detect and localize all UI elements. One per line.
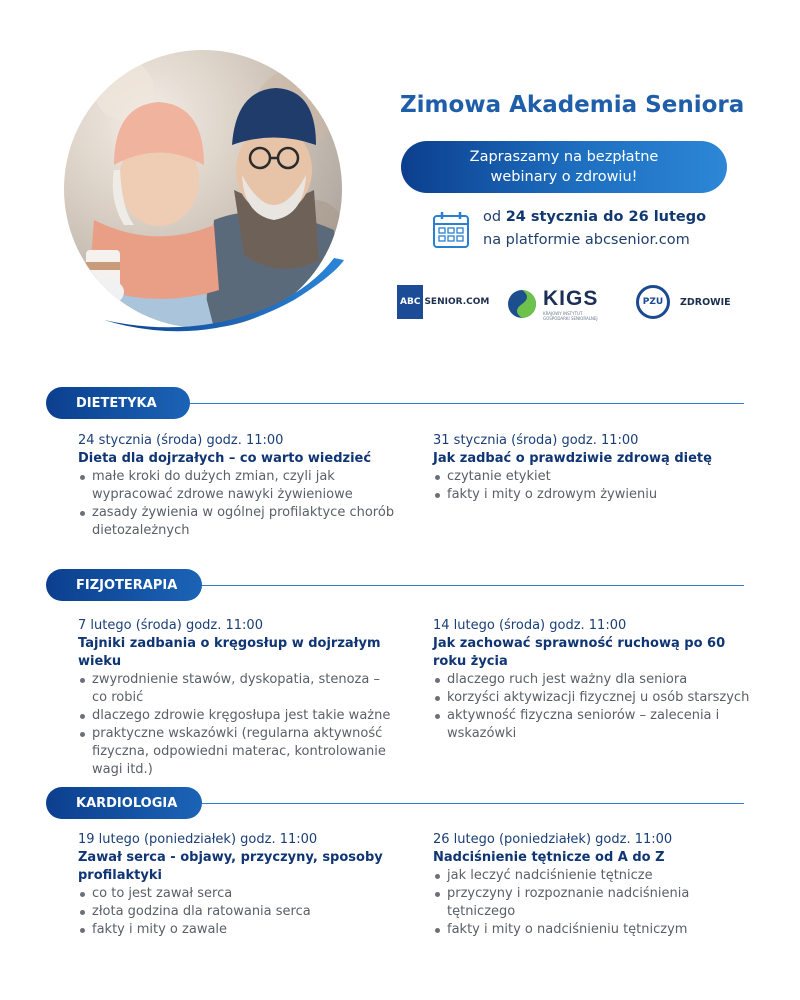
kigs-logo-subtitle: KRAJOWY INSTYTUT GOSPODARKI SENIORALNEJ — [543, 311, 598, 321]
event-date: 24 stycznia (środa) godz. 11:00 — [78, 433, 284, 448]
calendar-icon — [432, 211, 470, 249]
event-title: Jak zadbać o prawdziwie zdrową dietę — [433, 451, 712, 466]
list-item: fakty i mity o nadciśnieniu tętniczym — [433, 921, 753, 939]
event-date: 7 lutego (środa) godz. 11:00 — [78, 618, 263, 633]
kigs-emblem-icon — [507, 289, 537, 319]
event-card — [78, 432, 398, 540]
event-title: Nadciśnienie tętnicze od A do Z — [433, 850, 665, 865]
abcsenior-logo-text: SENIOR.COM — [424, 297, 490, 307]
abcsenior-logo — [397, 285, 490, 319]
event-title: Tajniki zadbania o kręgosłup w dojrzałym wieku — [78, 636, 381, 669]
list-item: korzyści aktywizacji fizycznej u osób starszych — [433, 689, 753, 707]
event-title: Jak zachować sprawność ruchową po 60 roku życia — [433, 636, 726, 669]
date-range: 24 stycznia do 26 lutego — [505, 209, 707, 225]
section-divider — [180, 585, 744, 586]
event-topics — [433, 468, 753, 504]
list-item: fakty i mity o zdrowym żywieniu — [433, 486, 753, 504]
list-item: złota godzina dla ratowania serca — [78, 903, 398, 921]
section-header-fizjoterapia: FIZJOTERAPIA — [46, 569, 202, 601]
decorative-arc — [64, 50, 354, 340]
section-divider — [180, 403, 744, 404]
event-topics — [433, 671, 753, 743]
list-item: aktywność fizyczna seniorów – zalecenia i wskazówki — [433, 707, 753, 743]
pzu-logo-text: ZDROWIE — [680, 297, 731, 308]
section-header-kardiologia: KARDIOLOGIA — [46, 787, 202, 819]
event-card — [78, 831, 398, 939]
event-card — [433, 432, 753, 504]
event-date: 14 lutego (środa) godz. 11:00 — [433, 618, 627, 633]
list-item: czytanie etykiet — [433, 468, 753, 486]
date-prefix: od — [483, 209, 506, 225]
invite-banner — [401, 141, 727, 193]
list-item: praktyczne wskazówki (regularna aktywność fizyczna, odpowiedni materac, kontrolowanie wagi itd.) — [78, 725, 398, 779]
page-title: Zimowa Akademia Seniora — [400, 92, 745, 118]
hero-photo — [64, 50, 354, 340]
event-topics — [78, 468, 398, 540]
list-item: fakty i mity o zawale — [78, 921, 398, 939]
event-card — [78, 617, 398, 779]
list-item: zwyrodnienie stawów, dyskopatia, stenoza – co robić — [78, 671, 398, 707]
event-topics — [433, 867, 753, 939]
pzu-emblem: PZU — [636, 285, 670, 319]
event-topics — [78, 885, 398, 939]
list-item: przyczyny i rozpoznanie nadciśnienia tętniczego — [433, 885, 753, 921]
event-title: Zawał serca - objawy, przyczyny, sposoby profilaktyki — [78, 850, 383, 883]
event-date: 19 lutego (poniedziałek) godz. 11:00 — [78, 832, 318, 847]
kigs-logo — [507, 287, 607, 323]
event-card — [433, 617, 753, 743]
platform-line: na platformie abcsenior.com — [483, 232, 690, 248]
kigs-logo-text: KIGS — [543, 287, 599, 310]
list-item: co to jest zawał serca — [78, 885, 398, 903]
list-item: małe kroki do dużych zmian, czyli jak wypracować zdrowe nawyki żywieniowe — [78, 468, 398, 504]
list-item: zasady żywienia w ogólnej profilaktyce chorób dietozależnych — [78, 504, 398, 540]
event-date: 31 stycznia (środa) godz. 11:00 — [433, 433, 639, 448]
event-card — [433, 831, 753, 939]
section-divider — [180, 803, 744, 804]
event-date: 26 lutego (poniedziałek) godz. 11:00 — [433, 832, 673, 847]
list-item: dlaczego ruch jest ważny dla seniora — [433, 671, 753, 689]
section-header-dietetyka: DIETETYKA — [46, 387, 190, 419]
invite-text: Zapraszamy na bezpłatne webinary o zdrowiu! — [469, 149, 659, 185]
list-item: dlaczego zdrowie kręgosłupa jest takie ważne — [78, 707, 398, 725]
abcsenior-logo-box: ABC — [397, 285, 423, 319]
event-topics — [78, 671, 398, 779]
event-title: Dieta dla dojrzałych – co warto wiedzieć — [78, 451, 372, 466]
date-range-line — [483, 209, 706, 225]
list-item: jak leczyć nadciśnienie tętnicze — [433, 867, 753, 885]
